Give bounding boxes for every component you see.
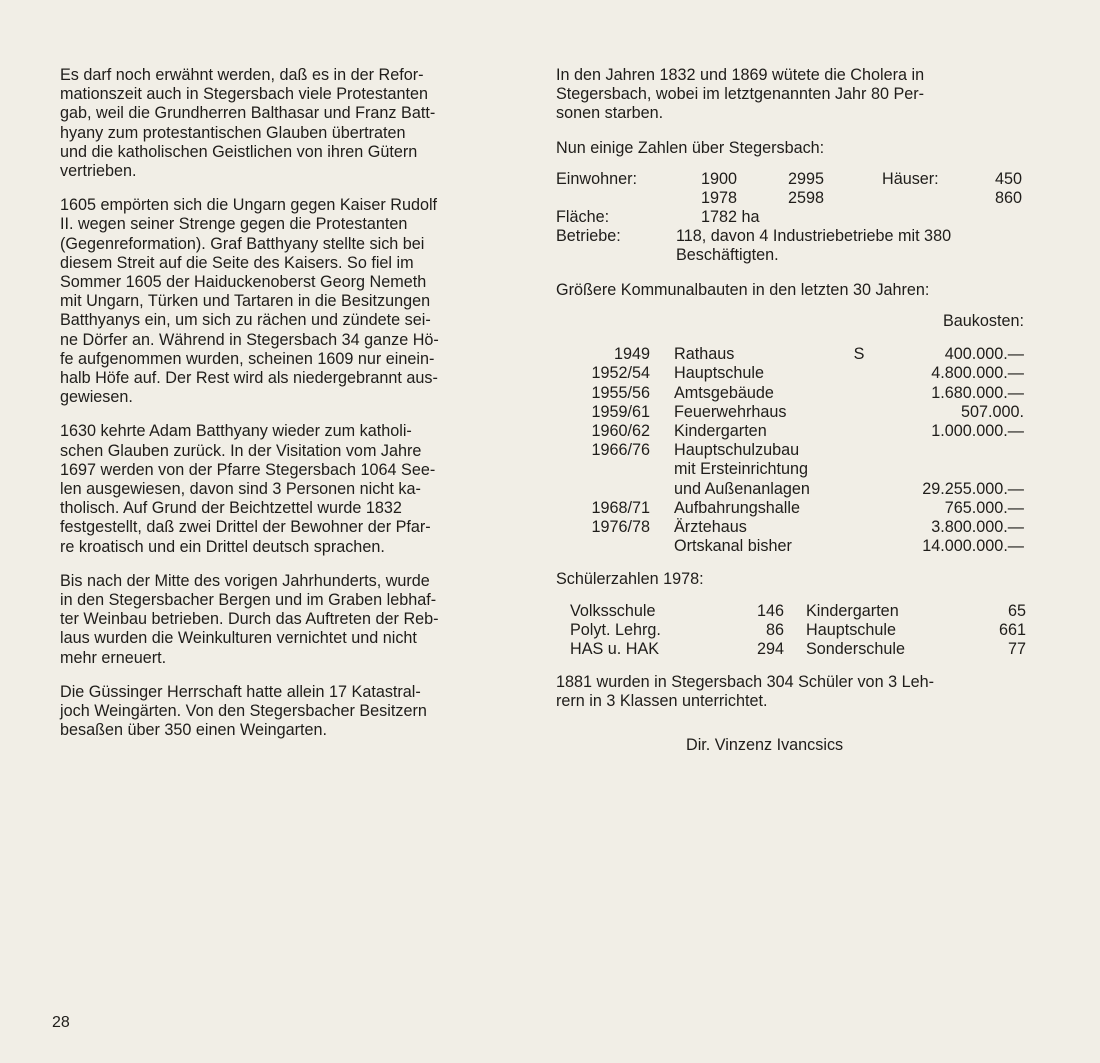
building-name: Ortskanal bisher xyxy=(674,537,792,556)
construction-years: 1959/61 xyxy=(591,402,650,421)
pupil-numbers-table xyxy=(556,602,1034,660)
currency xyxy=(842,422,876,441)
school-name: HAS u. HAK xyxy=(570,640,660,659)
schueler-heading: Schülerzahlen 1978: xyxy=(556,570,704,589)
flaeche-value: 1782 ha xyxy=(701,207,760,226)
author-signature: Dir. Vinzenz Ivancsics xyxy=(686,735,844,754)
building-name: mit Ersteinrichtung xyxy=(674,460,809,479)
currency xyxy=(842,364,876,383)
table-row xyxy=(556,518,1034,537)
currency xyxy=(842,480,876,499)
table-row xyxy=(556,364,1034,383)
betriebe-value: 118, davon 4 Industriebetriebe mit 380 Beschäftigten. xyxy=(676,226,952,265)
building-name: Amtsgebäude xyxy=(674,383,774,402)
construction-years: 1960/62 xyxy=(591,422,650,441)
einwohner-label: Einwohner: xyxy=(556,169,637,188)
building-name: Feuerwehrhaus xyxy=(674,402,787,421)
construction-years: 1952/54 xyxy=(591,364,650,383)
building-cost: 1.000.000.— xyxy=(931,422,1024,441)
building-name: Hauptschulzubau xyxy=(674,441,800,460)
building-cost xyxy=(876,460,1034,479)
building-cost: 765.000.— xyxy=(944,498,1024,517)
pupil-count: 146 xyxy=(756,601,784,620)
building-name: Rathaus xyxy=(674,345,735,364)
pupil-count: 65 xyxy=(1007,601,1026,620)
table-row xyxy=(556,403,1034,422)
flaeche-label: Fläche: xyxy=(556,207,610,226)
stats-year: 1900 xyxy=(701,169,738,188)
currency: S xyxy=(853,345,865,364)
building-cost xyxy=(876,441,1034,460)
building-cost: 507.000. xyxy=(960,402,1024,421)
haeuser-label: Häuser: xyxy=(882,169,939,188)
table-row xyxy=(556,345,1034,364)
school-name: Hauptschule xyxy=(806,620,896,639)
construction-years xyxy=(556,537,674,556)
building-cost: 400.000.— xyxy=(944,345,1024,364)
currency xyxy=(842,499,876,518)
table-row xyxy=(556,499,1034,518)
building-name: Aufbahrungshalle xyxy=(674,498,800,517)
currency xyxy=(842,441,876,460)
population-stats xyxy=(556,170,1034,266)
pupil-count: 294 xyxy=(756,640,784,659)
table-row xyxy=(556,537,1034,556)
table-row xyxy=(556,384,1034,403)
pupil-count: 86 xyxy=(765,620,784,639)
building-name: Ärztehaus xyxy=(674,518,747,537)
stats-heading: Nun einige Zahlen über Stegersbach: xyxy=(556,138,825,157)
table-row xyxy=(556,441,1034,460)
construction-years: 1976/78 xyxy=(591,518,650,537)
page-number: 28 xyxy=(52,1014,70,1031)
left-column xyxy=(60,66,534,756)
table-row xyxy=(556,602,1034,621)
building-name: Hauptschule xyxy=(674,364,764,383)
construction-years: 1955/56 xyxy=(591,383,650,402)
pupil-count: 77 xyxy=(1007,640,1026,659)
building-cost: 14.000.000.— xyxy=(922,537,1024,556)
school-name: Volksschule xyxy=(570,601,656,620)
building-name: und Außenanlagen xyxy=(674,479,810,498)
baukosten-label: Baukosten: xyxy=(943,312,1024,331)
paragraph-vineyards: Die Güssinger Herrschaft hatte allein 17 Katastral- joch Weingärten. Von den Stegersbacher Besitzern besaßen über 350 einen Weingarten. xyxy=(60,682,427,740)
bauten-heading: Größere Kommunalbauten in den letzten 30 Jahren: xyxy=(556,280,930,299)
building-cost: 3.800.000.— xyxy=(931,518,1024,537)
school-name: Polyt. Lehrg. xyxy=(570,620,661,639)
construction-years xyxy=(556,460,674,479)
einwohner-value: 2995 xyxy=(788,169,825,188)
haeuser-value: 450 xyxy=(994,169,1022,188)
stats-year: 1978 xyxy=(701,188,738,207)
construction-years: 1968/71 xyxy=(591,498,650,517)
paragraph-1881-pupils: 1881 wurden in Stegersbach 304 Schüler von 3 Leh- rern in 3 Klassen unterrichtet. xyxy=(556,673,934,711)
construction-years: 1949 xyxy=(613,345,650,364)
table-row xyxy=(556,460,1034,479)
einwohner-value: 2598 xyxy=(788,188,825,207)
paragraph-1630-return: 1630 kehrte Adam Batthyany wieder zum katholi- schen Glauben zurück. In der Visitation vom Jahre 1697 werden von der Pfarre Stegersbach 1064 See- len ausgewiesen, davon sind 3 Personen nicht ka- tholisch. Auf Grund der Beichtzettel wurde 1832 festgestellt, daß zwei Drittel der Bewohner der Pfar- re kroatisch und ein Drittel deutsch sprachen. xyxy=(60,422,436,556)
paragraph-reformation: Es darf noch erwähnt werden, daß es in der Refor- mationszeit auch in Stegersbach viele Protestanten gab, weil die Grundherren Balthasar und Franz Batt- hyany zum protestantischen Glauben übertraten und die katholischen Geistlichen von ihren Gütern vertrieben. xyxy=(60,66,436,181)
betriebe-label: Betriebe: xyxy=(556,226,621,245)
haeuser-value: 860 xyxy=(994,188,1022,207)
school-name: Sonderschule xyxy=(806,640,905,659)
building-cost: 1.680.000.— xyxy=(931,383,1024,402)
table-row xyxy=(556,480,1034,499)
school-name: Kindergarten xyxy=(806,601,899,620)
paragraph-cholera: In den Jahren 1832 und 1869 wütete die Cholera in Stegersbach, wobei im letztgenannten Jahr 80 Per- sonen starben. xyxy=(556,66,925,123)
building-cost: 4.800.000.— xyxy=(931,364,1024,383)
paragraph-viticulture: Bis nach der Mitte des vorigen Jahrhunderts, wurde in den Stegersbacher Bergen und im Graben lebhaf- ter Weinbau betrieben. Durch das Auftreten der Reb- laus wurden die Weinkulturen vernichtet und nicht mehr erneuert. xyxy=(60,571,439,667)
paragraph-1605-uprising: 1605 empörten sich die Ungarn gegen Kaiser Rudolf II. wegen seiner Strenge gegen die Protestanten (Gegenreformation). Graf Batthyany stellte sich bei diesem Streit auf die Seite des Kaisers. So fiel im Sommer 1605 der Haiduckenoberst Georg Nemeth mit Ungarn, Türken und Tartaren in die Besitzungen Batthyanys ein, um sich zu rächen und zündete sei- ne Dörfer an. Während in Stegersbach 34 ganze Hö- fe aufgenommen wurden, scheinen 1609 nur einein- halb Höfe auf. Der Rest wird als niedergebrannt aus- gewiesen. xyxy=(60,196,439,407)
currency xyxy=(842,384,876,403)
table-row xyxy=(556,640,1034,659)
building-costs-table xyxy=(556,345,1034,556)
construction-years: 1966/76 xyxy=(591,441,650,460)
construction-years xyxy=(556,480,674,499)
table-row xyxy=(556,422,1034,441)
currency xyxy=(842,403,876,422)
currency xyxy=(842,537,876,556)
pupil-count: 661 xyxy=(998,620,1026,639)
table-row xyxy=(556,621,1034,640)
currency xyxy=(842,460,876,479)
building-name: Kindergarten xyxy=(674,422,767,441)
currency xyxy=(842,518,876,537)
right-column xyxy=(556,66,1034,755)
building-cost: 29.255.000.— xyxy=(922,479,1024,498)
